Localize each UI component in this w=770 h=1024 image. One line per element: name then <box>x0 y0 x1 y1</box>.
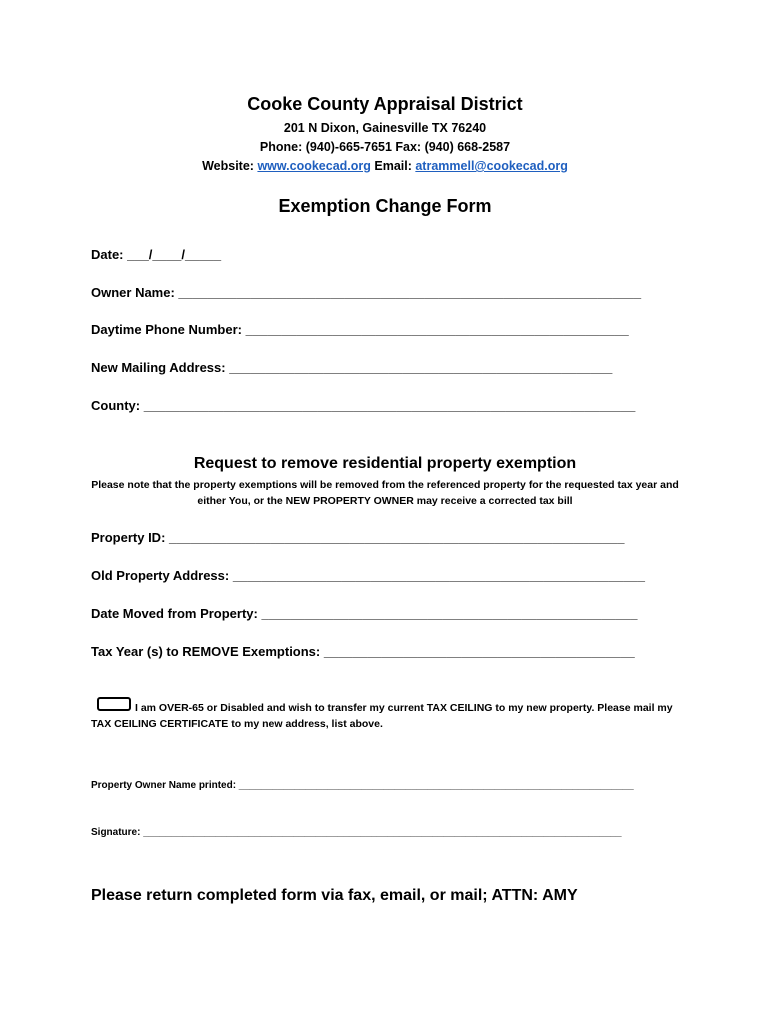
org-address: 201 N Dixon, Gainesville TX 76240 <box>283 121 487 135</box>
signature-field[interactable]: Signature: ______________________________________________________________________________________ <box>91 827 622 838</box>
tax-year-field[interactable]: Tax Year (s) to REMOVE Exemptions: ___________________________________________ <box>91 644 635 659</box>
removal-section-title: Request to remove residential property exemption <box>193 455 577 472</box>
website-link[interactable]: www.cookecad.org <box>257 159 371 173</box>
new-mailing-address-field[interactable]: New Mailing Address: _____________________________________________________ <box>91 360 613 375</box>
return-instructions: Please return completed form via fax, email, or mail; ATTN: AMY <box>91 887 578 904</box>
email-label: Email: <box>370 159 416 173</box>
daytime-phone-field[interactable]: Daytime Phone Number: _____________________________________________________ <box>91 322 629 337</box>
tax-ceiling-text: I am OVER-65 or Disabled and wish to transfer my current TAX CEILING to my new property. Please mail my TAX CEILING CERTIFICATE to my new address, list above. <box>91 702 673 730</box>
date-moved-field[interactable]: Date Moved from Property: ____________________________________________________ <box>91 606 638 621</box>
org-phone-fax: Phone: (940)-665-7651 Fax: (940) 668-2587 <box>259 140 511 154</box>
website-label: Website: <box>202 159 258 173</box>
date-field[interactable]: Date: ___/____/_____ <box>91 247 222 262</box>
old-property-address-field[interactable]: Old Property Address: _________________________________________________________ <box>91 568 645 583</box>
org-name-heading: Cooke County Appraisal District <box>247 94 523 114</box>
county-field[interactable]: County: ____________________________________________________________________ <box>91 398 636 413</box>
owner-name-field[interactable]: Owner Name: ________________________________________________________________ <box>91 285 642 300</box>
form-title: Exemption Change Form <box>278 196 492 216</box>
owner-name-printed-field[interactable]: Property Owner Name printed: _______________________________________________________________________ <box>91 780 634 791</box>
org-website-email <box>0 159 770 173</box>
removal-note: Please note that the property exemptions will be removed from the referenced property for the requested tax year and either You, or the NEW PROPERTY OWNER may receive a corrected tax bill <box>91 479 679 507</box>
property-id-field[interactable]: Property ID: _______________________________________________________________ <box>91 530 625 545</box>
email-link[interactable]: atrammell@cookecad.org <box>415 159 568 173</box>
